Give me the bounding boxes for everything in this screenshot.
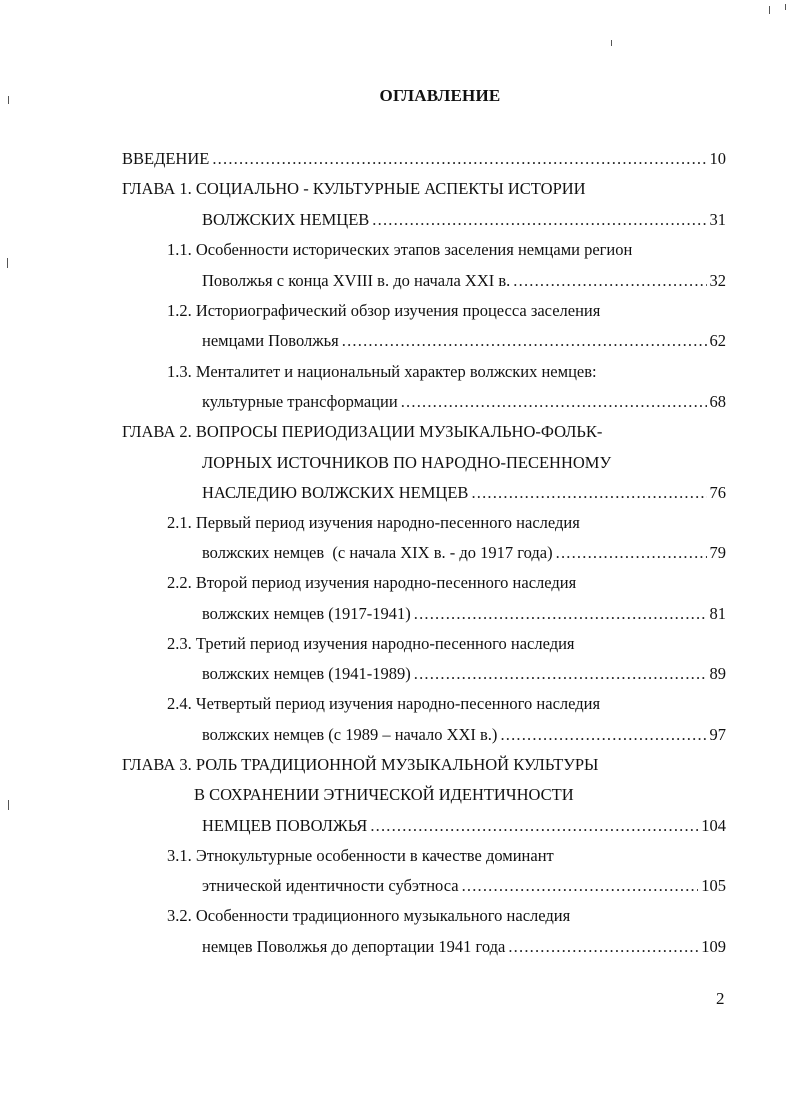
toc-entry-title: НАСЛЕДИЮ ВОЛЖСКИХ НЕМЦЕВ: [202, 483, 469, 502]
dot-leader: [462, 875, 699, 897]
toc-page-number: 79: [709, 543, 726, 562]
dot-leader: [401, 391, 707, 413]
toc-section-3-1-line-1: 3.1. Этнокультурные особенности в качестве доминант: [167, 846, 554, 865]
toc-chapter-3-line-2: В СОХРАНЕНИИ ЭТНИЧЕСКОЙ ИДЕНТИЧНОСТИ: [194, 785, 574, 804]
toc-page-number: 32: [709, 271, 726, 290]
toc-section-1-1-line-2: [202, 270, 726, 292]
toc-page-number: 105: [701, 876, 726, 895]
toc-page-number: 109: [701, 937, 726, 956]
toc-entry-title: ВВЕДЕНИЕ: [122, 149, 210, 168]
toc-entry-title: немцев Поволжья до депортации 1941 года: [202, 937, 506, 956]
toc-entry-title: ВОЛЖСКИХ НЕМЦЕВ: [202, 210, 370, 229]
toc-section-2-1-line-2: [202, 542, 726, 564]
dot-leader: [500, 724, 706, 746]
toc-page-number: 31: [709, 210, 726, 229]
dot-leader: [471, 482, 706, 504]
toc-section-2-3-line-2: [202, 663, 726, 685]
toc-entry-title: волжских немцев (с 1989 – начало XXI в.): [202, 725, 498, 744]
dot-leader: [556, 542, 707, 564]
toc-section-2-2-line-1: 2.2. Второй период изучения народно-песенного наследия: [167, 573, 577, 592]
scan-speck: [8, 800, 9, 810]
dot-leader: [212, 148, 706, 170]
toc-page-number: 97: [709, 725, 726, 744]
toc-section-2-2-line-2: [202, 603, 726, 625]
toc-page-number: 76: [709, 483, 726, 502]
toc-page-number: 62: [709, 331, 726, 350]
scan-speck: [785, 4, 786, 10]
toc-section-1-1-line-1: 1.1. Особенности исторических этапов заселения немцами регион: [167, 240, 633, 259]
page-number: 2: [716, 989, 725, 1008]
toc-chapter-1-line-2: [202, 209, 726, 231]
toc-chapter-2-line-2: ЛОРНЫХ ИСТОЧНИКОВ ПО НАРОДНО-ПЕСЕННОМУ: [202, 453, 612, 472]
scan-speck: [769, 6, 770, 14]
dot-leader: [342, 330, 707, 352]
toc-chapter-2-line-1: ГЛАВА 2. ВОПРОСЫ ПЕРИОДИЗАЦИИ МУЗЫКАЛЬНО-ФОЛЬК-: [122, 422, 603, 441]
toc-entry-title: волжских немцев (1917-1941): [202, 604, 411, 623]
toc-page-number: 104: [701, 816, 726, 835]
toc-section-3-2-line-2: [202, 936, 726, 958]
toc-entry-title: Поволжья с конца XVIII в. до начала XXI в.: [202, 271, 511, 290]
page-title: ОГЛАВЛЕНИЕ: [379, 86, 501, 105]
dot-leader: [508, 936, 698, 958]
toc-section-1-3-line-2: [202, 391, 726, 413]
toc-section-3-2-line-1: 3.2. Особенности традиционного музыкального наследия: [167, 906, 571, 925]
toc-entry-intro: [122, 148, 726, 170]
toc-chapter-1-line-1: ГЛАВА 1. СОЦИАЛЬНО - КУЛЬТУРНЫЕ АСПЕКТЫ ИСТОРИИ: [122, 179, 586, 198]
toc-entry-title: культурные трансформации: [202, 392, 398, 411]
toc-section-1-2-line-1: 1.2. Историографический обзор изучения процесса заселения: [167, 301, 601, 320]
toc-entry-title: немцами Поволжья: [202, 331, 339, 350]
toc-entry-title: этнической идентичности субэтноса: [202, 876, 459, 895]
toc-chapter-2-line-3: [202, 482, 726, 504]
toc-section-1-3-line-1: 1.3. Менталитет и национальный характер волжских немцев:: [167, 362, 597, 381]
toc-section-1-2-line-2: [202, 330, 726, 352]
toc-section-2-3-line-1: 2.3. Третий период изучения народно-песенного наследия: [167, 634, 575, 653]
toc-section-2-4-line-2: [202, 724, 726, 746]
toc-page-number: 89: [709, 664, 726, 683]
scan-speck: [7, 258, 8, 268]
toc-section-2-4-line-1: 2.4. Четвертый период изучения народно-песенного наследия: [167, 694, 601, 713]
toc-entry-title: волжских немцев (1941-1989): [202, 664, 411, 683]
dot-leader: [513, 270, 706, 292]
toc-entry-title: волжских немцев (с начала XIX в. - до 1917 года): [202, 543, 553, 562]
dot-leader: [414, 603, 707, 625]
toc-page-number: 10: [709, 149, 726, 168]
scan-speck: [611, 40, 612, 46]
toc-chapter-3-line-1: ГЛАВА 3. РОЛЬ ТРАДИЦИОННОЙ МУЗЫКАЛЬНОЙ КУЛЬТУРЫ: [122, 755, 599, 774]
toc-page-number: 68: [709, 392, 726, 411]
toc-chapter-3-line-3: [202, 815, 726, 837]
toc-page-number: 81: [709, 604, 726, 623]
toc-section-2-1-line-1: 2.1. Первый период изучения народно-песенного наследия: [167, 513, 580, 532]
dot-leader: [414, 663, 707, 685]
toc-entry-title: НЕМЦЕВ ПОВОЛЖЬЯ: [202, 816, 368, 835]
dot-leader: [372, 209, 706, 231]
toc-section-3-1-line-2: [202, 875, 726, 897]
dot-leader: [370, 815, 698, 837]
